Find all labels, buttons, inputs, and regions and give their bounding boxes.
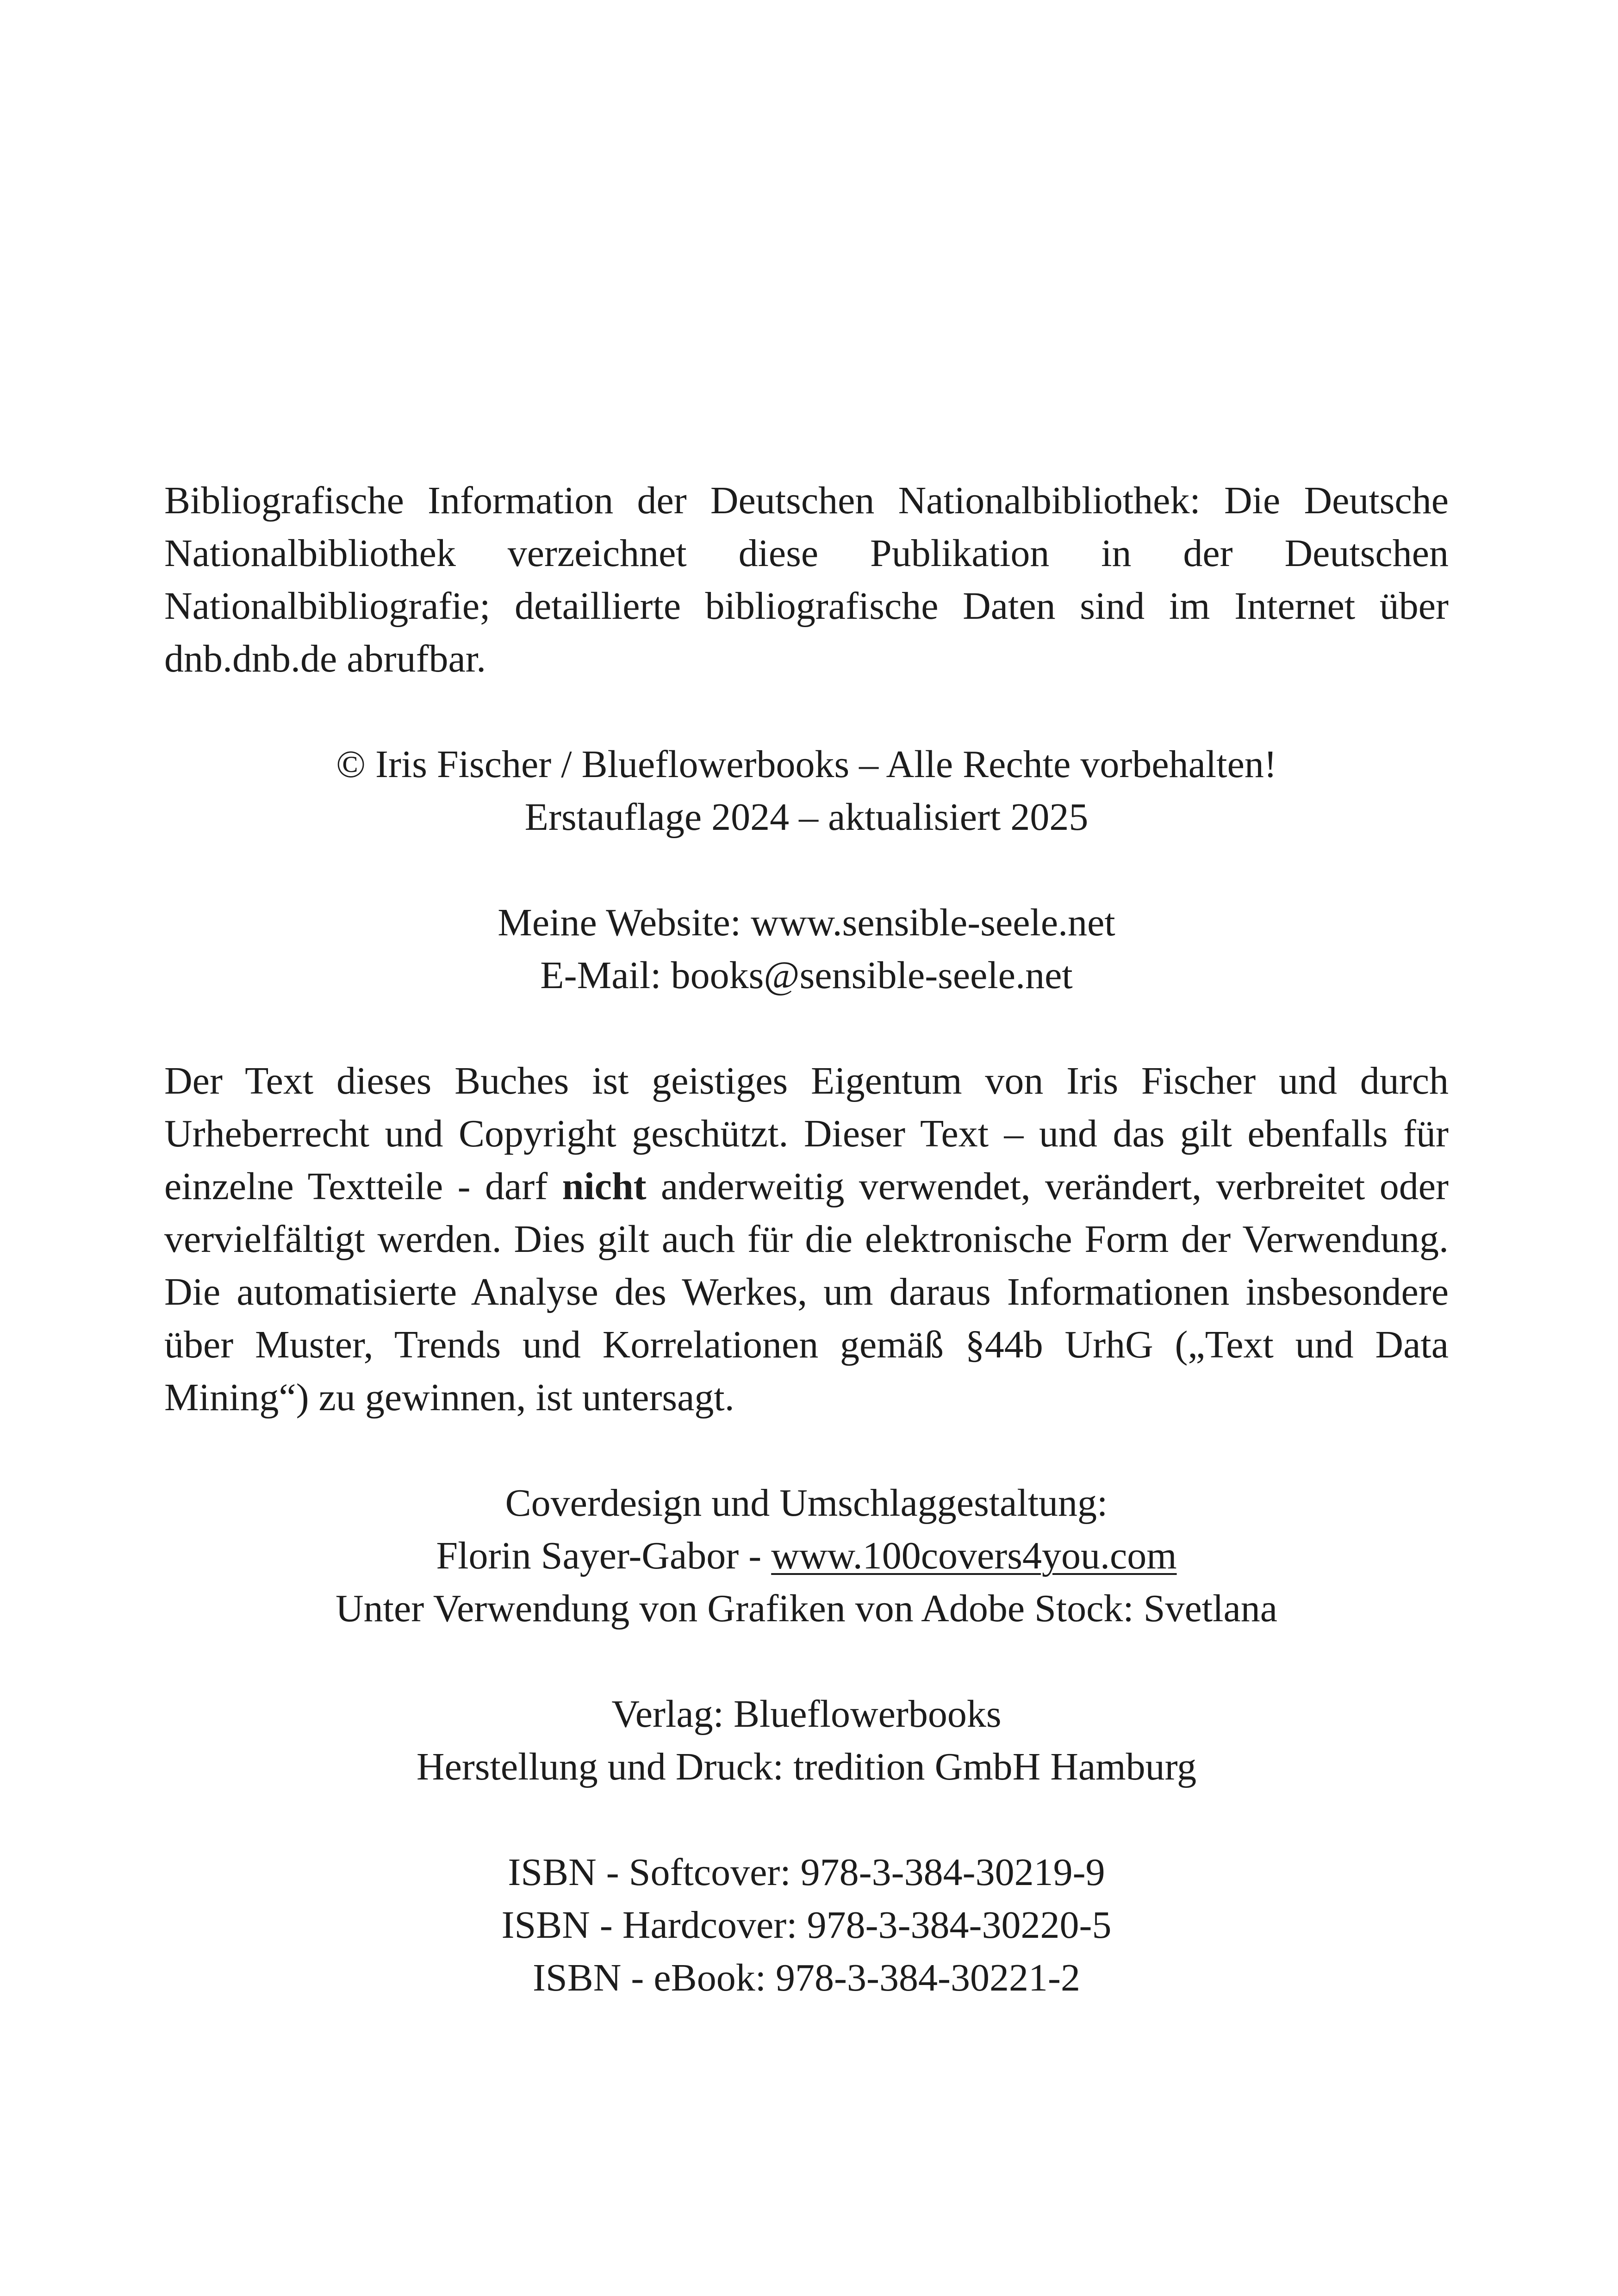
production-line: Herstellung und Druck: tredition GmbH Hamburg: [416, 1745, 1197, 1788]
publisher-block: [164, 1688, 1449, 1793]
email-line: E-Mail: books@sensible-seele.net: [540, 954, 1073, 997]
cover-credits-block: [164, 1477, 1449, 1635]
isbn-ebook: ISBN - eBook: 978-3-384-30221-2: [533, 1956, 1080, 1999]
spacer: [164, 1424, 1449, 1477]
cover-designer-name: Florin Sayer-Gabor -: [436, 1534, 772, 1577]
rights-notice-text-1: Der Text dieses Buches ist geistiges Eigentum von Iris Fischer und durch Urheberrecht und Copyright geschützt. Dieser Text – und das gilt ebenfalls für einzelne Textteile - darf: [164, 1059, 1449, 1208]
rights-notice-text-2: anderweitig verwendet, verändert, verbreitet oder vervielfältigt werden. Dies gilt auch für die elektronische Form der Verwendung. Die automatisierte Analyse des Werkes, um daraus Informationen insbesondere über Muster, Trends und Korrelationen gemäß §44b UrhG („Text und Data Mining“) zu gewinnen, ist untersagt.: [164, 1165, 1449, 1419]
spacer: [164, 1793, 1449, 1846]
publisher-line: Verlag: Blueflowerbooks: [611, 1692, 1002, 1736]
isbn-hardcover: ISBN - Hardcover: 978-3-384-30220-5: [501, 1904, 1112, 1947]
contact-block: [164, 896, 1449, 1002]
edition-line: Erstauflage 2024 – aktualisiert 2025: [524, 796, 1089, 839]
rights-notice-paragraph: [164, 1055, 1449, 1424]
rights-notice-emphasis: nicht: [562, 1165, 647, 1208]
website-line: Meine Website: www.sensible-seele.net: [498, 901, 1115, 944]
spacer: [164, 685, 1449, 738]
isbn-block: [164, 1846, 1449, 2004]
cover-graphics-line: Unter Verwendung von Grafiken von Adobe Stock: Svetlana: [335, 1587, 1278, 1630]
cover-heading: Coverdesign und Umschlaggestaltung:: [505, 1481, 1108, 1524]
bibliographic-info-paragraph: Bibliografische Information der Deutschen Nationalbibliothek: Die Deutsche Nationalbibliothek verzeichnet diese Publikation in der Deutschen Nationalbibliografie; detaillierte bibliografische Daten sind im Internet über dnb.dnb.de abrufbar.: [164, 479, 1449, 680]
spacer: [164, 844, 1449, 896]
copyright-block: [164, 738, 1449, 844]
cover-designer-link[interactable]: www.100covers4you.com: [771, 1534, 1177, 1577]
imprint-page: [164, 474, 1449, 2004]
spacer: [164, 1002, 1449, 1055]
isbn-softcover: ISBN - Softcover: 978-3-384-30219-9: [508, 1851, 1105, 1894]
spacer: [164, 1635, 1449, 1688]
copyright-line: © Iris Fischer / Blueflowerbooks – Alle Rechte vorbehalten!: [336, 743, 1277, 786]
cover-designer-line: [164, 1530, 1449, 1582]
